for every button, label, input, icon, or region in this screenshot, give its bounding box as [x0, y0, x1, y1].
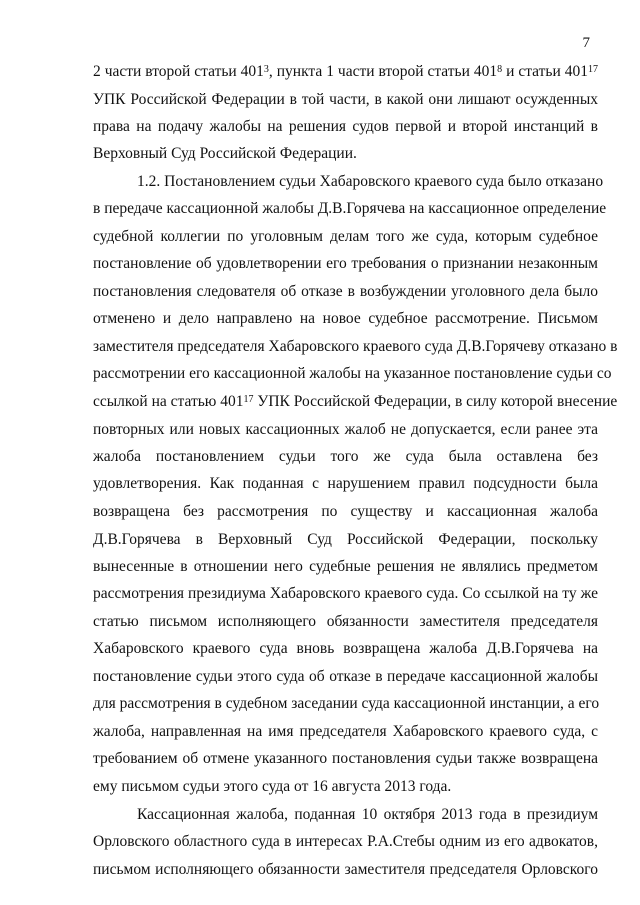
text-line: [93, 777, 598, 797]
text-run: для рассмотрения в судебном заседании суда кассационной инстанции, а его: [93, 695, 600, 712]
text-run: УПК Российской Федерации, в силу которой внесение: [253, 393, 618, 410]
text-run: и статьи 401: [502, 63, 588, 80]
text-run: Верховный Суд Российской Федерации.: [93, 145, 357, 162]
text-run: заместителя председателя Хабаровского краевого суда Д.В.Горячеву отказано в: [93, 338, 618, 355]
text-line: [93, 420, 598, 440]
text-run: требованием об отмене указанного постановления судьи также возвращена: [93, 750, 598, 767]
text-line: [93, 144, 598, 164]
text-run: в передаче кассационной жалобы Д.В.Горячева на кассационное определение: [93, 200, 607, 217]
page-number: 7: [582, 35, 590, 51]
text-line: [93, 309, 598, 329]
text-run: , пункта 1 части второй статьи 401: [268, 63, 498, 80]
text-line: [93, 254, 598, 274]
text-run: рассмотрения президиума Хабаровского краевого суда. Со ссылкой на ту же: [93, 585, 598, 602]
text-line: [93, 199, 607, 219]
text-line: [93, 612, 598, 632]
text-line: [93, 474, 598, 494]
text-line: [93, 722, 598, 742]
text-line: [93, 860, 598, 880]
paragraph-first-line: [93, 805, 598, 825]
text-run: Хабаровского краевого суда вновь возвращена жалоба Д.В.Горячева на: [93, 640, 598, 657]
text-run: Кассационная жалоба, поданная 10 октября 2013 года в президиум: [137, 806, 598, 823]
text-line: [93, 117, 598, 137]
text-run: Д.В.Горячева в Верховный Суд Российской Федерации, поскольку: [93, 531, 598, 548]
text-line: [93, 90, 598, 110]
superscript: 3: [263, 63, 269, 75]
text-run: возвращена без рассмотрения по существу и кассационная жалоба: [93, 503, 598, 520]
text-run: ему письмом судьи этого суда от 16 августа 2013 года.: [93, 778, 452, 795]
text-run: жалоба, направленная на имя председателя Хабаровского краевого суда, с: [93, 723, 598, 740]
text-line: [93, 364, 612, 384]
text-line: [93, 392, 618, 412]
text-line: [93, 557, 598, 577]
text-run: постановление судьи этого суда об отказе в передаче кассационной жалобы: [93, 668, 598, 685]
text-run: УПК Российской Федерации в той части, в какой они лишают осужденных: [93, 91, 598, 108]
text-line: [93, 832, 598, 852]
text-run: постановления следователя об отказе в возбуждении уголовного дела было: [93, 283, 598, 300]
text-line: [93, 282, 598, 302]
text-run: статью письмом исполняющего обязанности заместителя председателя: [93, 613, 598, 630]
text-run: жалоба постановлением судьи того же суда была оставлена без: [93, 448, 598, 465]
text-run: отменено и дело направлено на новое судебное рассмотрение. Письмом: [93, 310, 598, 327]
text-line: [93, 447, 598, 467]
text-line: [93, 337, 618, 357]
text-line: [93, 694, 598, 714]
superscript: 17: [587, 63, 598, 75]
text-run: 1.2. Постановлением судьи Хабаровского краевого суда было отказано: [137, 173, 604, 190]
text-run: 2 части второй статьи 401: [93, 63, 264, 80]
text-line: [93, 749, 598, 769]
text-line: [93, 502, 598, 522]
text-run: ссылкой на статью 401: [93, 393, 244, 410]
text-run: вынесенные в отношении него судебные решения не являлись предметом: [93, 558, 598, 575]
superscript: 8: [497, 63, 503, 75]
paragraph-first-line: [93, 172, 604, 192]
text-line: [93, 584, 598, 604]
text-line: [93, 62, 598, 82]
text-run: судебной коллегии по уголовным делам того же суда, которым судебное: [93, 228, 598, 245]
text-run: права на подачу жалобы на решения судов первой и второй инстанций в: [93, 118, 598, 135]
text-line: [93, 667, 598, 687]
text-line: [93, 227, 598, 247]
text-run: рассмотрении его кассационной жалобы на указанное постановление судьи со: [93, 365, 612, 382]
text-line: [93, 530, 598, 550]
superscript: 17: [243, 393, 254, 405]
text-line: [93, 639, 598, 659]
text-run: постановление об удовлетворении его требования о признании незаконным: [93, 255, 598, 272]
text-run: повторных или новых кассационных жалоб не допускается, если ранее эта: [93, 421, 598, 438]
text-run: письмом исполняющего обязанности заместителя председателя Орловского: [93, 861, 598, 878]
text-run: Орловского областного суда в интересах Р.А.Стебы одним из его адвокатов,: [93, 833, 598, 850]
text-run: удовлетворения. Как поданная с нарушением правил подсудности была: [93, 475, 598, 492]
